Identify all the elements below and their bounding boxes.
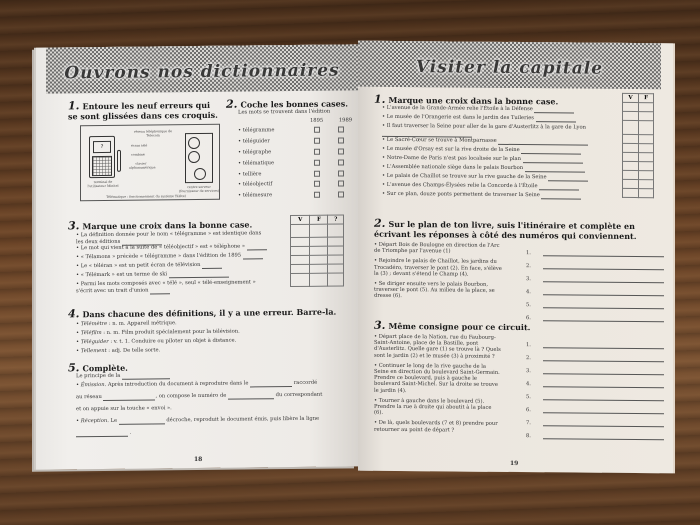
- page-title: Ouvrons nos dictionnaires: [64, 60, 340, 84]
- column-unknown: ?: [328, 215, 344, 224]
- answer-cell[interactable]: [623, 161, 639, 170]
- answer-cell[interactable]: [639, 103, 654, 112]
- answer-cell[interactable]: [639, 112, 654, 121]
- answer-cell[interactable]: [291, 237, 310, 246]
- answer-cell[interactable]: [328, 273, 344, 286]
- page-18: [36, 44, 358, 469]
- answer-cell[interactable]: [328, 255, 344, 264]
- exercise-1-right: [374, 92, 648, 202]
- answer-line[interactable]: 4.: [526, 374, 664, 388]
- statement: • L'avenue de la Grande-Armée relie l'Étoile à la Défense: [374, 105, 596, 116]
- answer-cell[interactable]: [623, 120, 639, 134]
- answer-cell[interactable]: [310, 246, 328, 255]
- statement: • Le « téléran » est un petit écran de télévision: [68, 261, 268, 272]
- statement: • Il faut traverser la Seine pour aller de la gare d'Austerlitz à la gare de Lyon: [374, 123, 596, 139]
- statement: • Notre-Dame de Paris n'est pas localisée sur le plan: [374, 155, 596, 166]
- exercise-title: Complète.: [82, 362, 128, 374]
- server-drawing: [185, 133, 213, 183]
- label-keyboard: clavier alphanumérique: [129, 161, 156, 170]
- exercise-title: Marque une croix dans la bonne case.: [388, 94, 559, 107]
- minitel-terminal-drawing: [89, 136, 115, 178]
- checkbox-list: [226, 124, 356, 201]
- checkbox-1895[interactable]: [314, 149, 320, 155]
- page-19: [358, 41, 673, 474]
- answer-cell[interactable]: [291, 255, 310, 264]
- fill-line: .: [68, 427, 353, 440]
- exercise-number: 1.: [374, 92, 386, 106]
- exercise-title: Entoure les neuf erreurs qui se sont glissées dans ces croquis.: [68, 99, 218, 122]
- blank-field[interactable]: [103, 395, 155, 401]
- answer-cell[interactable]: [291, 264, 310, 273]
- blank-field[interactable]: [76, 432, 128, 438]
- checkbox-row: • télégramme: [238, 124, 356, 136]
- answer-cell[interactable]: [639, 144, 654, 153]
- answer-cell[interactable]: [623, 102, 639, 111]
- answer-cell[interactable]: [328, 264, 344, 273]
- checkbox-1989[interactable]: [338, 148, 344, 154]
- instructions: [374, 242, 502, 321]
- checkbox-row: • téléobjectif: [238, 178, 356, 190]
- answer-cell[interactable]: [623, 179, 639, 188]
- statement: • La définition donnée pour le nom « télégramme » est identique dans les deux éditions: [76, 230, 262, 246]
- statement: • L'avenue des Champs-Élysées relie la Concorde à l'Étoile: [374, 182, 596, 193]
- blank-field[interactable]: [119, 419, 165, 424]
- exercise-5-left: [68, 360, 353, 440]
- year-1989: 1989: [338, 117, 353, 124]
- answer-line[interactable]: 1.: [526, 335, 664, 349]
- exercise-title: Même consigne pour ce circuit.: [388, 320, 531, 333]
- statement: • Le musée de l'Orangerie est dans le jardin des Tuileries: [374, 114, 596, 125]
- answer-cell[interactable]: [623, 111, 639, 120]
- exercise-4-left: [68, 306, 353, 357]
- statement: • L'Assemblée nationale siège dans le palais Bourbon: [374, 164, 596, 175]
- checkbox-1989[interactable]: [338, 138, 344, 144]
- answer-cell[interactable]: [639, 189, 654, 198]
- open-workbook: [36, 40, 671, 470]
- exercise-2-right: [374, 216, 664, 323]
- year-1895: 1895: [310, 117, 324, 124]
- true-false-table: [290, 214, 344, 287]
- blank-field[interactable]: [228, 394, 274, 399]
- statement: • Parmi les mots composés avec « télé », seul « télé-enseignement » s'écrit avec un trait d'union: [76, 279, 256, 295]
- column-v: V: [623, 93, 639, 102]
- page-number: 18: [194, 455, 203, 464]
- statement: • Le palais de Chaillot se trouve sur la rive gauche de la Seine: [374, 173, 596, 184]
- answer-cell[interactable]: [623, 188, 639, 197]
- answer-cell[interactable]: [291, 224, 310, 237]
- answer-line[interactable]: 1.: [526, 243, 664, 257]
- exercise-number: 3.: [68, 219, 80, 233]
- statement-list: [68, 230, 268, 294]
- answer-cell[interactable]: [639, 121, 654, 135]
- answer-cell[interactable]: [310, 237, 328, 246]
- answer-cell[interactable]: [328, 246, 344, 255]
- checkbox-1895[interactable]: [314, 159, 320, 165]
- answer-line[interactable]: 6.: [526, 308, 664, 322]
- fill-line: et on appuie sur la touche « envoi ».: [76, 405, 172, 413]
- answer-line[interactable]: 3.: [526, 269, 664, 283]
- checkbox-1989[interactable]: [338, 192, 344, 198]
- blank-field[interactable]: [122, 374, 170, 380]
- checkbox-1989[interactable]: [338, 159, 344, 165]
- checkbox-row: • télématique: [238, 157, 356, 169]
- statement: • Sur ce plan, douze ponts permettent de traverser la Seine: [374, 191, 596, 202]
- answer-line[interactable]: 6.: [526, 400, 664, 414]
- instruction-paragraph: • De là, quels boulevards (7 et 8) prendre pour retourner au point de départ ?: [374, 420, 498, 434]
- checkbox-row: • télémesure: [238, 189, 356, 201]
- answer-cell[interactable]: [328, 237, 344, 246]
- column-v: V: [291, 215, 310, 224]
- checkbox-1895[interactable]: [314, 170, 320, 176]
- keyboard-drawing: [92, 156, 112, 176]
- statement-list: [374, 105, 596, 202]
- answer-line[interactable]: 7.: [526, 413, 664, 427]
- page-title: Visiter la capitale: [415, 57, 604, 79]
- answer-cell[interactable]: [291, 273, 310, 286]
- header-banner: [46, 44, 358, 93]
- exercise-subtitle: Les mots se trouvent dans l'édition: [238, 108, 331, 116]
- statement: • Le Sacré-Cœur se trouve à Montparnasse: [374, 137, 596, 148]
- exercise-number: 2.: [226, 97, 238, 111]
- answer-cell[interactable]: [310, 224, 328, 237]
- handset-drawing: [117, 150, 121, 172]
- answer-cell[interactable]: [639, 180, 654, 189]
- fill-line: • Réception. Le décroche, reproduit le document émis, puis libère la ligne: [76, 415, 320, 425]
- answer-cell[interactable]: [623, 134, 639, 143]
- instruction-paragraph: • Rejoindre le palais de Chaillot, les jardins du Trocadéro, traverser le pont (2). En face, s'élève la (3) ; devant s'étend le Champ (4).: [374, 258, 502, 278]
- answer-line[interactable]: 3.: [526, 361, 664, 375]
- definition: • Tellement : adj. De telle sorte.: [76, 347, 161, 355]
- answer-line[interactable]: 2.: [526, 348, 664, 362]
- checkbox-row: • tellière: [238, 168, 356, 180]
- checkbox-row: • téléguider: [238, 135, 356, 147]
- answer-cell[interactable]: [639, 153, 654, 162]
- instruction-paragraph: • Continuer le long de la rive gauche de la Seine en direction du boulevard Saint-Germain. Prendre ce boulevard, puis à gauche le boulevard Saint-Michel. Sur la droite se trouve le jardin (4).: [374, 362, 500, 394]
- answer-cell[interactable]: [310, 273, 328, 286]
- true-false-table: [622, 93, 654, 198]
- exercise-1-left: [68, 100, 218, 122]
- answer-cell[interactable]: [639, 162, 654, 171]
- label-handset: combiné: [131, 152, 145, 157]
- answer-cell[interactable]: [310, 255, 328, 264]
- exercise-title: Dans chacune des définitions, il y a une erreur. Barre-la.: [82, 306, 337, 320]
- exercise-2-left: [226, 98, 356, 201]
- fill-line: Le principe de la: [68, 370, 353, 382]
- checkbox-1989[interactable]: [338, 127, 344, 133]
- checkbox-1989[interactable]: [338, 170, 344, 176]
- answer-lines: [502, 335, 664, 440]
- answer-cell[interactable]: [623, 170, 639, 179]
- checkbox-1989[interactable]: [338, 181, 344, 187]
- definition: • Téléfilm : n. m. Film produit spécialement pour la télévision.: [76, 328, 240, 337]
- answer-cell[interactable]: [639, 135, 654, 144]
- checkbox-1895[interactable]: [314, 181, 320, 187]
- label-terminal: terminal de l'utilisateur Minitel: [87, 179, 119, 189]
- answer-line[interactable]: 2.: [526, 256, 664, 270]
- answer-cell[interactable]: [623, 152, 639, 161]
- exercise-title: Sur le plan de ton livre, suis l'itinéraire et complète en écrivant les réponses à côté des numéros qui conviennent.: [374, 218, 637, 242]
- answer-line[interactable]: 5.: [526, 295, 664, 309]
- statement: • « Télémark » est un terme de ski: [68, 270, 268, 281]
- exercise-number: 1.: [68, 99, 80, 113]
- screen-drawing: ?: [93, 141, 111, 153]
- header-banner: [358, 41, 661, 90]
- exercise-number: 5.: [68, 361, 80, 375]
- instruction-paragraph: • Départ place de la Nation, rue du Faubourg-Saint-Antoine, place de la Bastille, pont d'Austerlitz. Quelle gare (1) se trouve là ? Quels sont le jardin (2) et le musée (3) à proximité ?: [374, 333, 501, 360]
- instruction-paragraph: • Se diriger ensuite vers le palais Bourbon, traverser le pont (5). Au milieu de la place, se dresse (6).: [374, 280, 495, 300]
- exercise-number: 2.: [374, 216, 386, 230]
- column-f: F: [310, 215, 328, 224]
- definition: • Télémètre : n. m. Appareil métrique.: [76, 320, 177, 328]
- instruction-paragraph: • Tourner à gauche dans le boulevard (5). Prendre la rue à droite qui aboutit à la place (6).: [374, 397, 492, 417]
- checkbox-row: • télégraphe: [238, 146, 356, 158]
- exercise-number: 4.: [68, 307, 80, 321]
- page-number: 19: [510, 459, 519, 468]
- answer-line[interactable]: 8.: [526, 426, 664, 440]
- instructions: [374, 334, 502, 439]
- fill-line: au réseau , on compose le numéro de du correspondant: [76, 391, 323, 401]
- exercise-title: Marque une croix dans la bonne case.: [82, 219, 253, 232]
- telematique-diagram: [80, 124, 220, 201]
- exercise-number: 3.: [374, 318, 386, 332]
- blank-field[interactable]: [250, 382, 292, 387]
- label-network: réseau téléphonique de Telecom: [134, 129, 172, 138]
- answer-lines: [502, 243, 664, 322]
- answer-cell[interactable]: [639, 171, 654, 180]
- fill-line: • Émission. Après introduction du document à reproduire dans le raccordé: [76, 379, 318, 389]
- label-screen: écran télé: [131, 143, 148, 148]
- column-f: F: [639, 94, 654, 103]
- statement: • Le mot qui vient à la suite de « téléobjectif » est « téléphone »: [68, 243, 268, 254]
- exercise-3-left: [68, 218, 353, 294]
- answer-cell[interactable]: [291, 246, 310, 255]
- statement: • « Télamons » précède « télégramme » dans l'édition de 1895: [68, 252, 268, 263]
- answer-cell[interactable]: [310, 264, 328, 273]
- checkbox-1895[interactable]: [314, 192, 320, 198]
- instruction-paragraph: • Départ Bois de Boulogne en direction de l'Arc de Triomphe par l'avenue (1): [374, 241, 500, 255]
- answer-line[interactable]: 5.: [526, 387, 664, 401]
- statement: • Le musée d'Orsay est sur la rive droite de la Seine: [374, 146, 596, 157]
- checkbox-1895[interactable]: [314, 138, 320, 144]
- answer-cell[interactable]: [623, 143, 639, 152]
- checkbox-1895[interactable]: [314, 127, 320, 133]
- definition: • Téléguider : v. t. 1. Conduire ou piloter un objet à distance.: [76, 337, 237, 346]
- answer-line[interactable]: 4.: [526, 282, 664, 296]
- answer-cell[interactable]: [328, 224, 344, 237]
- exercise-title: Coche les bonnes cases.: [240, 98, 349, 110]
- diagram-caption: Télématique : fonctionnement du système Télétel: [106, 194, 186, 199]
- exercise-3-right: [374, 318, 664, 441]
- label-server: centre serveur (fournisseur de services): [178, 184, 220, 194]
